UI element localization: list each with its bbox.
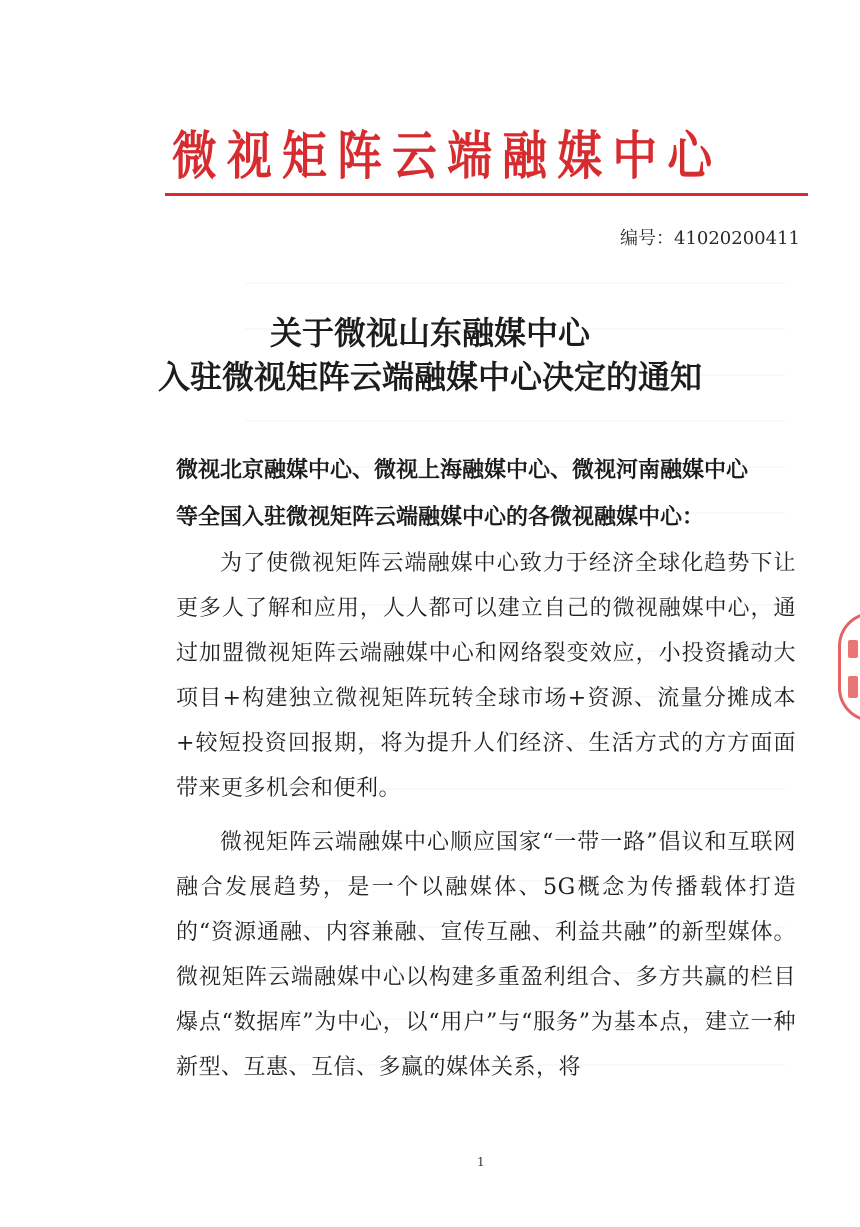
recipient-line-2: 等全国入驻微视矩阵云端融媒中心的各微视融媒中心： <box>176 504 705 530</box>
document-number: 编号：41020200411 <box>620 228 800 249</box>
notice-title-line-1: 关于微视山东融媒中心 <box>269 314 590 352</box>
red-seal-character-fragment <box>848 676 858 698</box>
recipient-line-1: 微视北京融媒中心、微视上海融媒中心、微视河南融媒中心 <box>176 457 749 483</box>
letterhead-red-rule <box>165 193 808 196</box>
body-paragraph-2: 微视矩阵云端融媒中心顺应国家“一带一路”倡议和互联网融合发展趋势，是一个以融媒体、5G概念为传播载体打造的“资源通融、内容兼融、宣传互融、利益共融”的新型媒体。微视矩阵云端融媒中心以构建多重盈利组合、多方共赢的栏目爆点“数据库”为中心，以“用户”与“服务”为基本点，建立一种新型、互惠、互信、多赢的媒体关系，将 <box>176 830 796 1080</box>
notice-title-line-2: 入驻微视矩阵云端融媒中心决定的通知 <box>157 358 702 396</box>
red-seal-character-fragment <box>848 640 858 658</box>
letterhead-organization-title: 微视矩阵云端融媒中心 <box>172 126 723 187</box>
red-seal-edge <box>838 612 860 722</box>
page-number: 1 <box>477 1155 485 1169</box>
body-paragraph-1: 为了使微视矩阵云端融媒中心致力于经济全球化趋势下让更多人了解和应用，人人都可以建立自己的微视融媒中心，通过加盟微视矩阵云端融媒中心和网络裂变效应，小投资撬动大项目+构建独立微视矩阵玩转全球市场+资源、流量分摊成本+较短投资回报期，将为提升人们经济、生活方式的方方面面带来更多机会和便利。 <box>176 551 796 801</box>
